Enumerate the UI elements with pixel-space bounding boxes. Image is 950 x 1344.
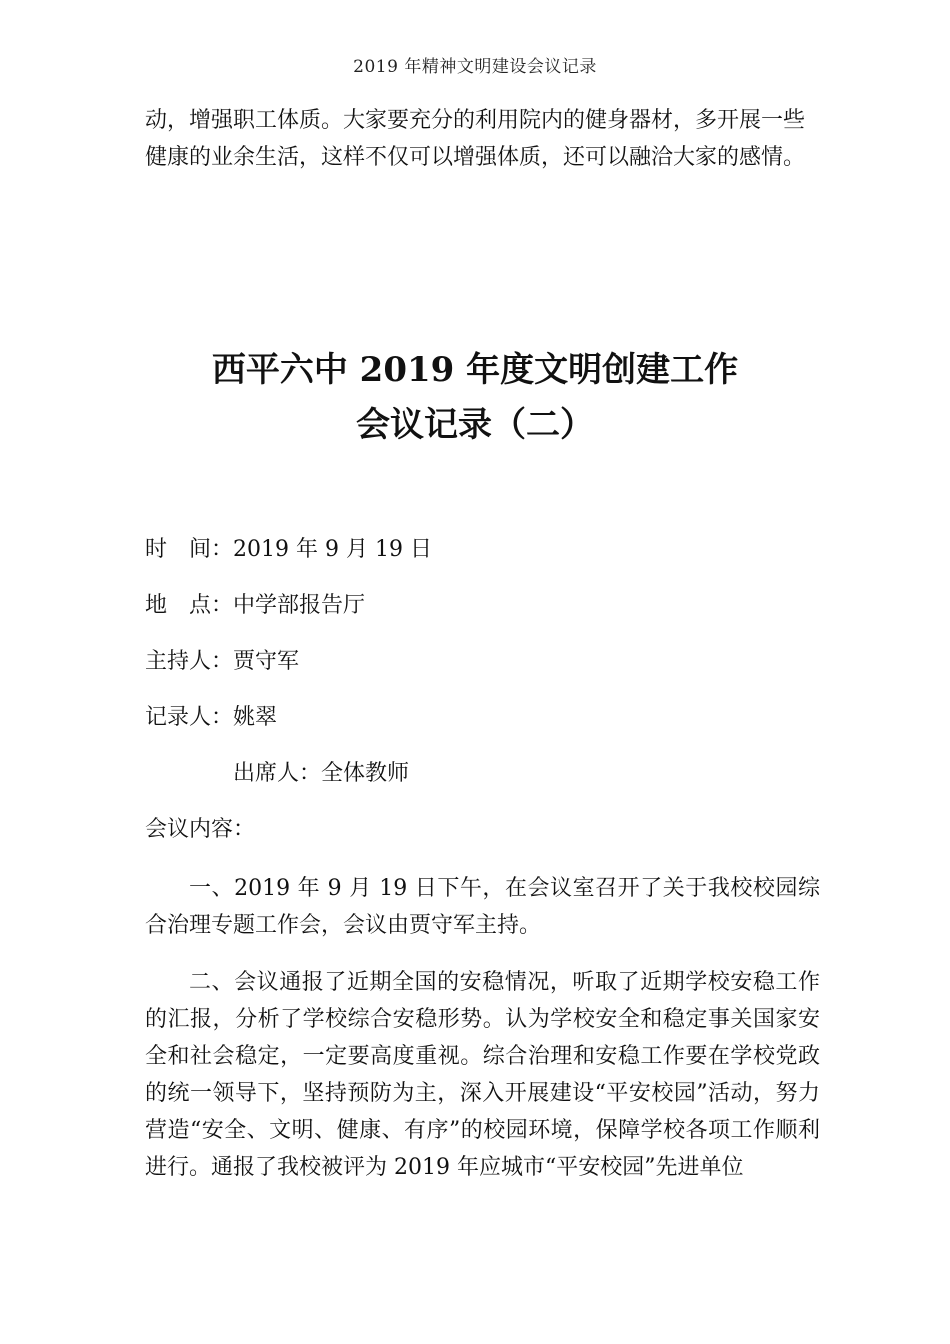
document-title: 西平六中 2019 年度文明创建工作	[211, 350, 739, 390]
document-subtitle: 会议记录（二）	[356, 405, 594, 445]
content-item-2: 二、会议通报了近期全国的安稳情况，听取了近期学校安稳工作的汇报，分析了学校综合安稳形势。认为学校安全和稳定事关国家安全和社会稳定，一定要高度重视。综合治理和安稳工作要在学校党政的统一领导下，坚持预防为主，深入开展建设“平安校园”活动，努力营造“安全、文明、健康、有序”的校园环境，保障学校各项工作顺利进行。通报了我校被评为 2019 年应城市“平安校园”先进单位	[145, 970, 820, 1180]
running-header: 2019 年精神文明建设会议记录	[353, 57, 597, 77]
intro-paragraph: 动，增强职工体质。大家要充分的利用院内的健身器材，多开展一些健康的业余生活，这样不仅可以增强体质，还可以融洽大家的感情。	[145, 108, 806, 170]
meeting-attendees: 出席人：全体教师	[233, 761, 410, 786]
content-item-1: 一、2019 年 9 月 19 日下午，在会议室召开了关于我校校园综合治理专题工作会，会议由贾守军主持。	[145, 876, 820, 938]
meeting-time: 时 间：2019 年 9 月 19 日	[145, 537, 432, 562]
meeting-host: 主持人：贾守军	[145, 649, 300, 674]
meeting-recorder: 记录人：姚翠	[145, 705, 278, 730]
meeting-place: 地 点：中学部报告厅	[145, 593, 366, 618]
meeting-content-label: 会议内容：	[145, 817, 256, 842]
